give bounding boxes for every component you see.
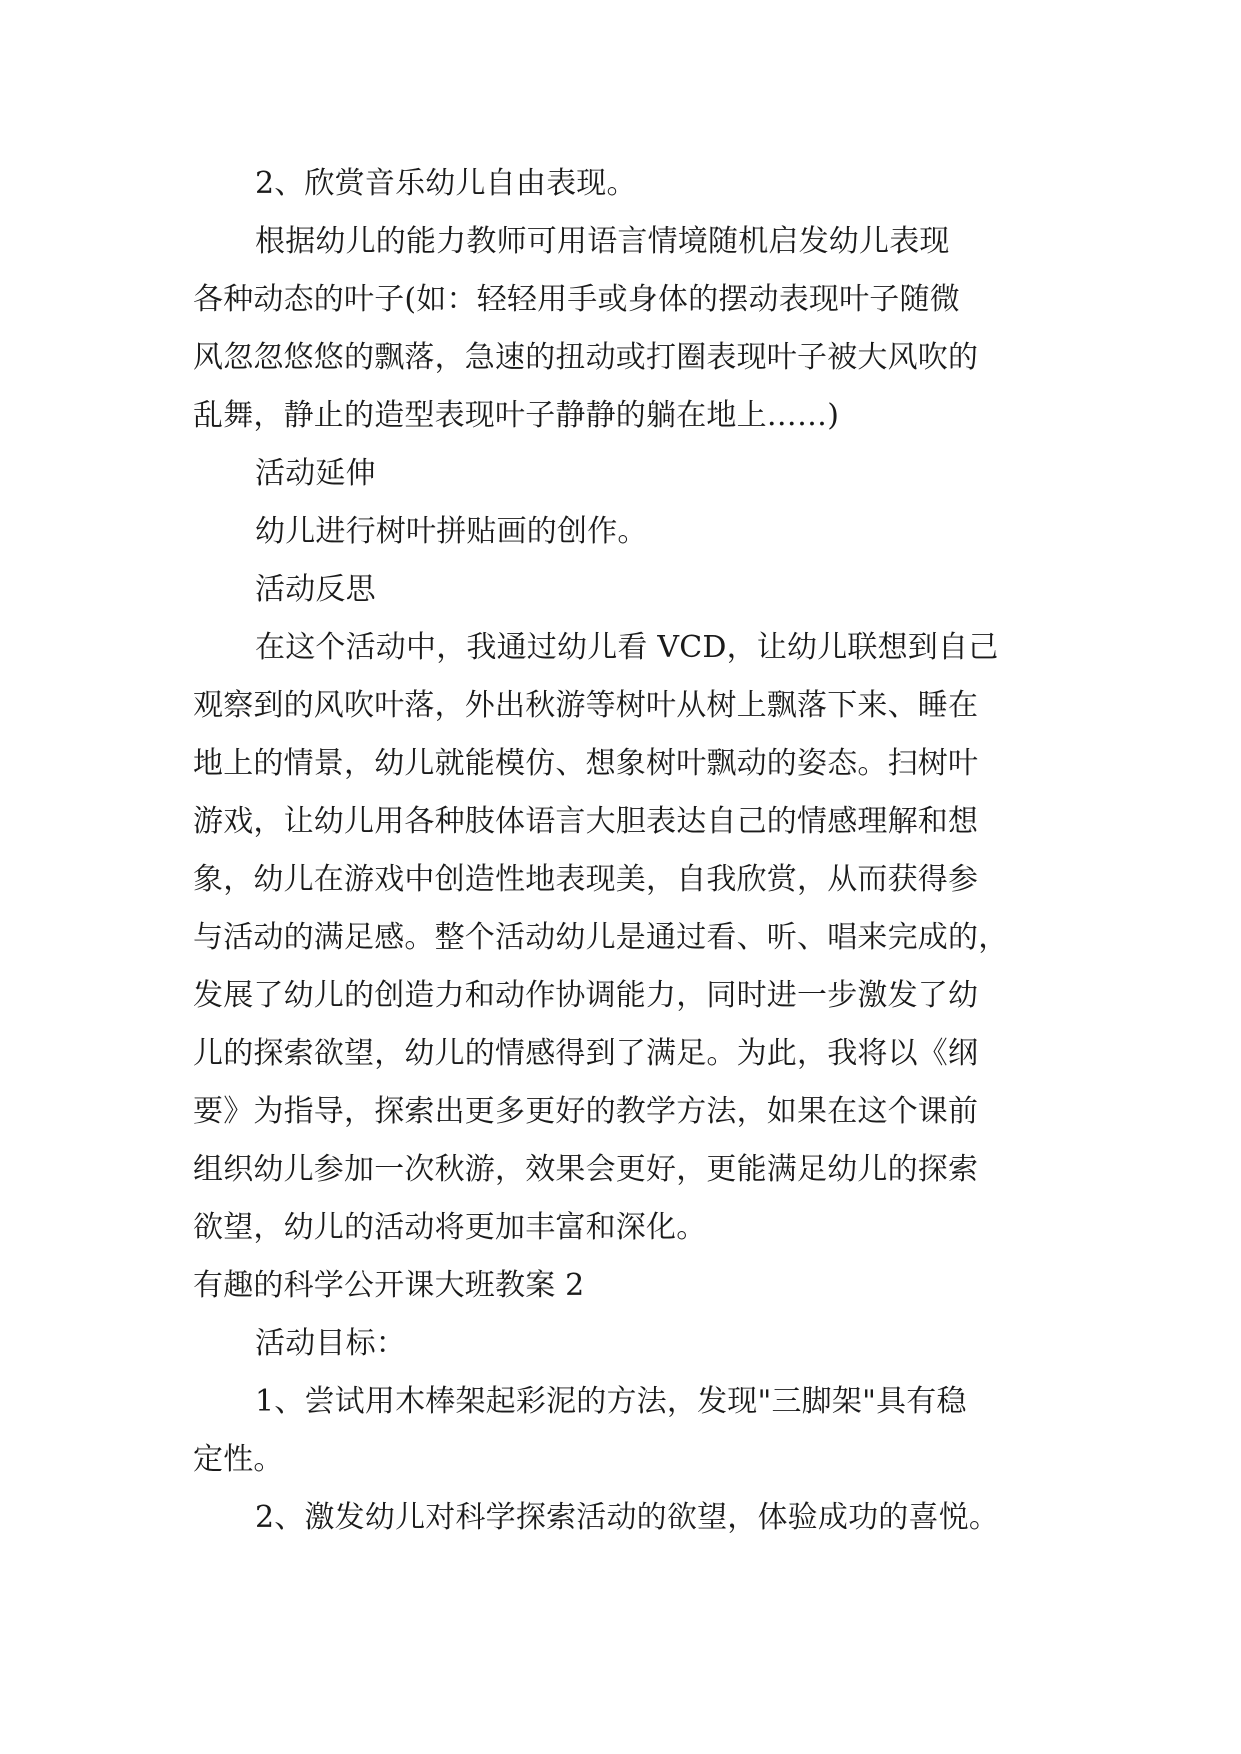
section-heading-goals: 活动目标： (255, 1326, 406, 1361)
paragraph-line-24: 2、激发幼儿对科学探索活动的欲望，体验成功的喜悦。 (255, 1500, 1000, 1535)
paragraph-line-9: 在这个活动中，我通过幼儿看 VCD，让幼儿联想到自己 (255, 630, 999, 665)
section-heading-extension: 活动延伸 (255, 456, 376, 491)
paragraph-line-1: 2、欣赏音乐幼儿自由表现。 (255, 166, 637, 201)
section-heading-reflection: 活动反思 (255, 572, 376, 607)
paragraph-line-3: 各种动态的叶子(如：轻轻用手或身体的摆动表现叶子随微 (193, 282, 960, 317)
paragraph-line-15: 发展了幼儿的创造力和动作协调能力，同时进一步激发了幼 (193, 978, 979, 1013)
paragraph-line-14: 与活动的满足感。整个活动幼儿是通过看、听、唱来完成的， (193, 920, 1009, 955)
paragraph-line-13: 象，幼儿在游戏中创造性地表现美，自我欣赏，从而获得参 (193, 862, 979, 897)
paragraph-line-2: 根据幼儿的能力教师可用语言情境随机启发幼儿表现 (255, 224, 950, 259)
paragraph-line-4: 风忽忽悠悠的飘落，急速的扭动或打圈表现叶子被大风吹的 (193, 340, 979, 375)
paragraph-line-5: 乱舞，静止的造型表现叶子静静的躺在地上……) (193, 398, 840, 433)
document-title-lesson-2: 有趣的科学公开课大班教案 2 (193, 1268, 585, 1303)
paragraph-line-17: 要》为指导，探索出更多更好的教学方法，如果在这个课前 (193, 1094, 979, 1129)
paragraph-line-22: 1、尝试用木棒架起彩泥的方法，发现"三脚架"具有稳 (255, 1384, 967, 1419)
paragraph-line-19: 欲望，幼儿的活动将更加丰富和深化。 (193, 1210, 707, 1245)
paragraph-line-16: 儿的探索欲望，幼儿的情感得到了满足。为此，我将以《纲 (193, 1036, 979, 1071)
paragraph-line-7: 幼儿进行树叶拼贴画的创作。 (255, 514, 648, 549)
paragraph-line-10: 观察到的风吹叶落，外出秋游等树叶从树上飘落下来、睡在 (193, 688, 979, 723)
paragraph-line-18: 组织幼儿参加一次秋游，效果会更好，更能满足幼儿的探索 (193, 1152, 979, 1187)
paragraph-line-23: 定性。 (193, 1442, 284, 1477)
paragraph-line-12: 游戏，让幼儿用各种肢体语言大胆表达自己的情感理解和想 (193, 804, 979, 839)
paragraph-line-11: 地上的情景，幼儿就能模仿、想象树叶飘动的姿态。扫树叶 (193, 746, 979, 781)
